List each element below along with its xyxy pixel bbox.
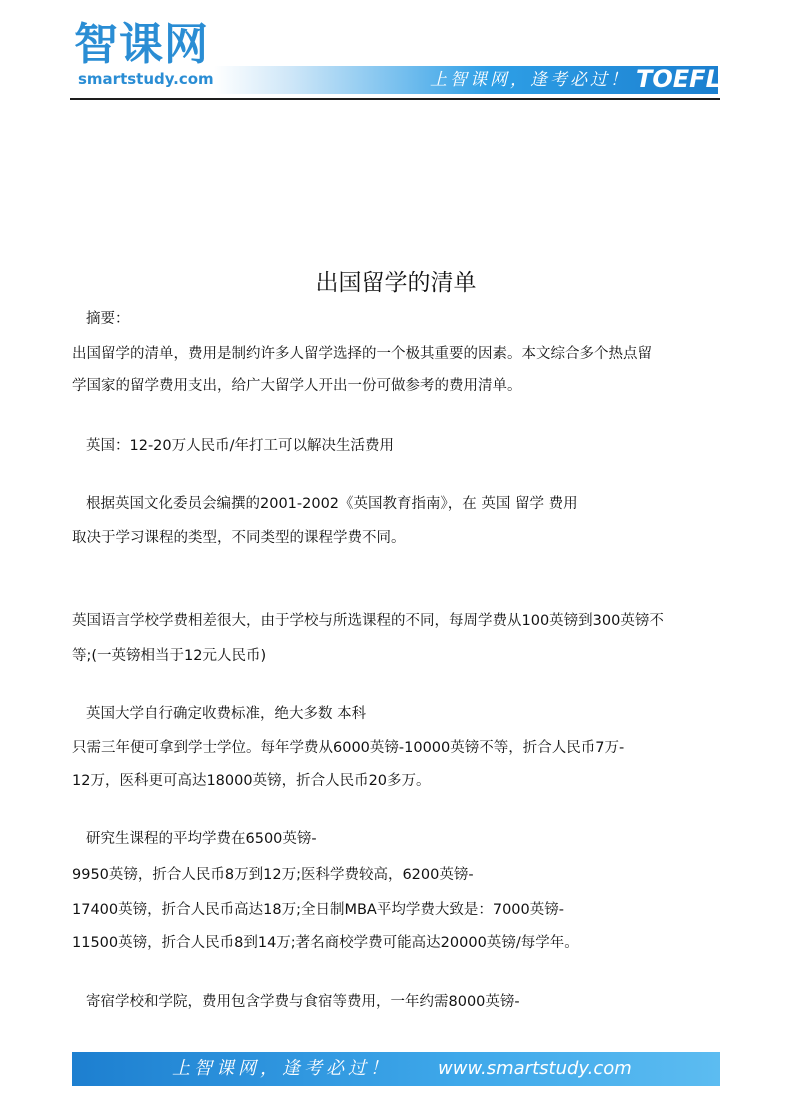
- brand-logo: 智课网: [74, 19, 209, 70]
- paragraph-line: 学国家的留学费用支出，给广大留学人开出一份可做参考的费用清单。: [72, 378, 522, 394]
- document-title: 出国留学的清单: [315, 270, 477, 296]
- page-footer: [72, 1052, 720, 1086]
- paragraph-line: 12万，医科更可高达18000英镑，折合人民币20多万。: [72, 773, 431, 789]
- paragraph-line: 研究生课程的平均学费在6500英镑-: [86, 831, 317, 847]
- brand-logo-url: smartstudy.com: [78, 70, 214, 88]
- header-divider: [70, 98, 720, 100]
- footer-url: www.smartstudy.com: [438, 1058, 632, 1079]
- exam-badge: TOEFL: [636, 65, 721, 93]
- paragraph-line: 英国：12-20万人民币/年打工可以解决生活费用: [86, 438, 395, 454]
- paragraph-line: 取决于学习课程的类型，不同类型的课程学费不同。: [72, 530, 406, 546]
- page-header: [0, 0, 792, 110]
- paragraph-line: 11500英镑，折合人民币8到14万;著名商校学费可能高达20000英镑/每学年。: [72, 935, 579, 951]
- paragraph-line: 17400英镑，折合人民币高达18万;全日制MBA平均学费大致是：7000英镑-: [72, 902, 564, 918]
- paragraph-line: 摘要：: [86, 311, 130, 327]
- paragraph-line: 9950英镑，折合人民币8万到12万;医科学费较高，6200英镑-: [72, 867, 474, 883]
- paragraph-line: 等;(一英镑相当于12元人民币): [72, 648, 267, 664]
- paragraph-line: 英国大学自行确定收费标准，绝大多数 本科: [86, 706, 367, 722]
- header-slogan: 上智课网，逢考必过！: [430, 70, 630, 90]
- paragraph-line: 英国语言学校学费相差很大，由于学校与所选课程的不同，每周学费从100英镑到300英镑不: [72, 613, 664, 629]
- paragraph-line: 寄宿学校和学院，费用包含学费与食宿等费用，一年约需8000英镑-: [86, 994, 520, 1010]
- footer-slogan: 上智课网，逢考必过！: [172, 1058, 392, 1079]
- paragraph-line: 出国留学的清单，费用是制约许多人留学选择的一个极其重要的因素。本文综合多个热点留: [72, 346, 652, 362]
- paragraph-line: 根据英国文化委员会编撰的2001-2002《英国教育指南》，在 英国 留学 费用: [86, 496, 578, 512]
- paragraph-line: 只需三年便可拿到学士学位。每年学费从6000英镑-10000英镑不等，折合人民币7万-: [72, 740, 625, 756]
